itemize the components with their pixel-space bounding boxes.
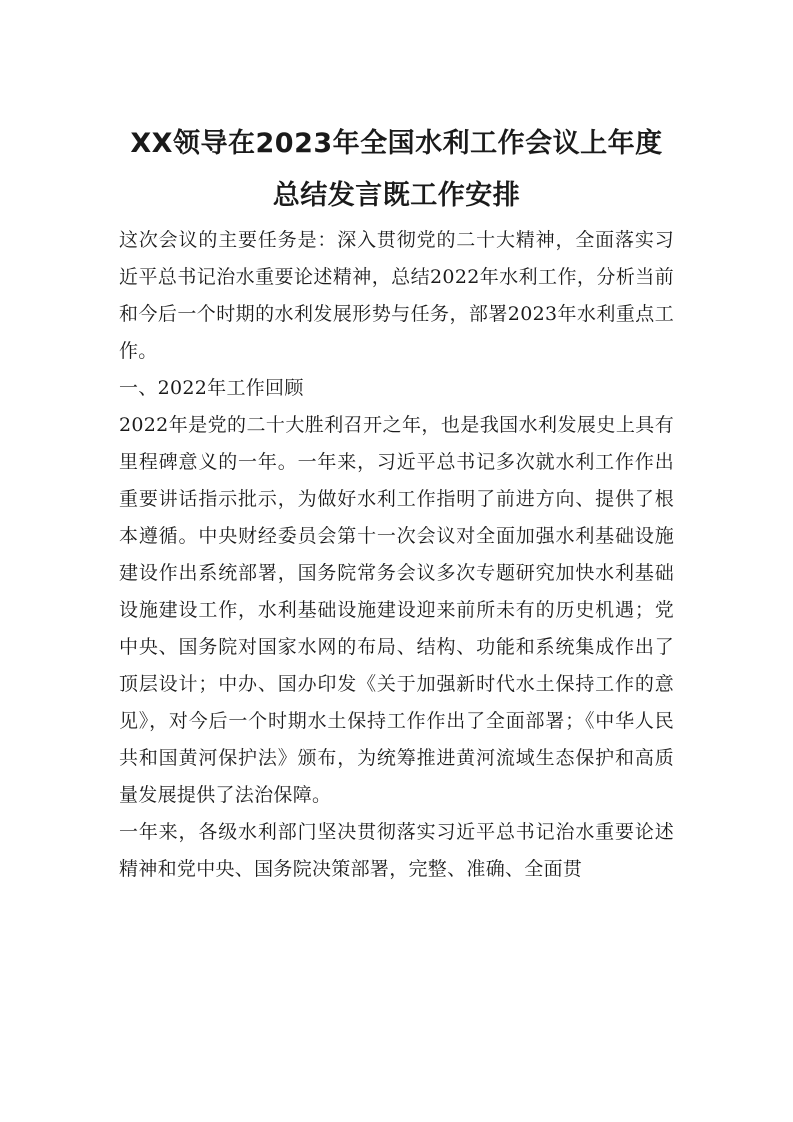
paragraph-intro: 这次会议的主要任务是：深入贯彻党的二十大精神，全面落实习近平总书记治水重要论述精神，总结2022年水利工作，分析当前和今后一个时期的水利发展形势与任务，部署2023年水利重点工作。 <box>119 229 674 362</box>
section-heading-review: 一、2022年工作回顾 <box>119 377 304 399</box>
paragraph-2022-review: 2022年是党的二十大胜利召开之年，也是我国水利发展史上具有里程碑意义的一年。一年来，习近平总书记多次就水利工作作出重要讲话指示批示，为做好水利工作指明了前进方向、提供了根本遵循。中央财经委员会第十一次会议对全面加强水利基础设施建设作出系统部署，国务院常务会议多次专题研究加快水利基础设施建设工作，水利基础设施建设迎来前所未有的历史机遇；党中央、国务院对国家水网的布局、结构、功能和系统集成作出了顶层设计；中办、国办印发《关于加强新时代水土保持工作的意见》，对今后一个时期水土保持工作作出了全面部署；《中华人民共和国黄河保护法》颁布，为统筹推进黄河流域生态保护和高质量发展提供了法治保障。 <box>119 414 674 806</box>
document-title <box>100 118 693 222</box>
paragraph-implementation: 一年来，各级水利部门坚决贯彻落实习近平总书记治水重要论述精神和党中央、国务院决策部署，完整、准确、全面贯 <box>119 821 674 880</box>
title-line-2: 总结发言既工作安排 <box>272 180 521 211</box>
title-line-1: XX领导在2023年全国水利工作会议上年度 <box>130 128 663 159</box>
document-body <box>119 222 674 888</box>
